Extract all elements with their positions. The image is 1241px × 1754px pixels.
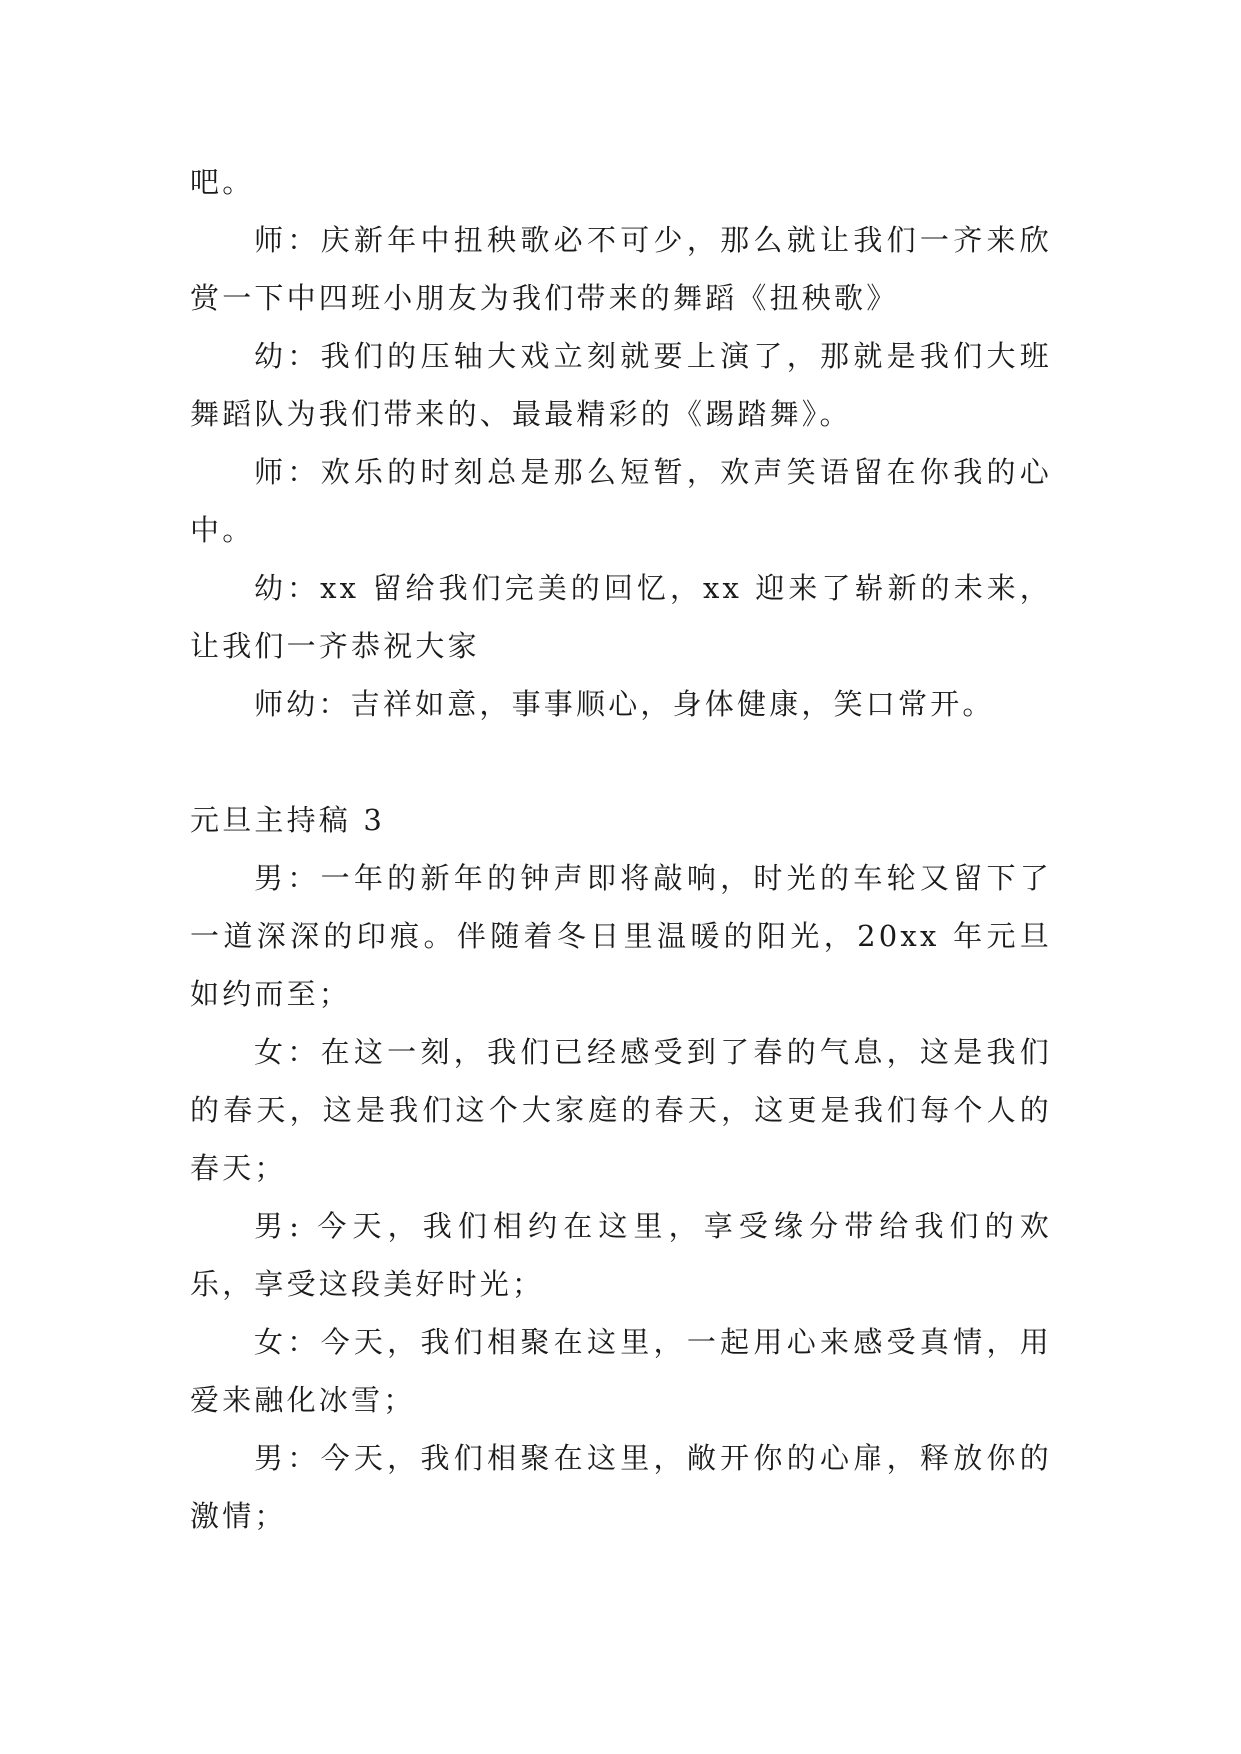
paragraph: 女：在这一刻，我们已经感受到了春的气息，这是我们的春天，这是我们这个大家庭的春天，这更是我们每个人的春天； [190, 1035, 1052, 1185]
paragraph: 男: 今天，我们相约在这里，享受缘分带给我们的欢乐，享受这段美好时光； [190, 1209, 1052, 1301]
paragraph: 师：庆新年中扭秧歌必不可少，那么就让我们一齐来欣赏一下中四班小朋友为我们带来的舞蹈《扭秧歌》 [190, 223, 1052, 315]
paragraph: 男：今天，我们相聚在这里，敞开你的心扉，释放你的激情； [190, 1441, 1052, 1533]
paragraph: 师幼：吉祥如意，事事顺心，身体健康，笑口常开。 [254, 687, 995, 721]
paragraph: 师：欢乐的时刻总是那么短暂，欢声笑语留在你我的心中。 [190, 455, 1052, 547]
paragraph: 幼：xx 留给我们完美的回忆，xx 迎来了崭新的未来，让我们一齐恭祝大家 [190, 571, 1052, 663]
paragraph: 吧。 [190, 165, 255, 199]
paragraph: 幼：我们的压轴大戏立刻就要上演了，那就是我们大班舞蹈队为我们带来的、最最精彩的《踢踏舞》。 [190, 339, 1052, 431]
paragraph: 男：一年的新年的钟声即将敲响，时光的车轮又留下了一道深深的印痕。伴随着冬日里温暖的阳光，20xx 年元旦如约而至； [190, 861, 1052, 1011]
paragraph: 女：今天，我们相聚在这里，一起用心来感受真情，用爱来融化冰雪； [190, 1325, 1052, 1417]
section-title: 元旦主持稿 3 [190, 803, 386, 837]
section-gap [190, 733, 1052, 791]
document-body [190, 153, 1052, 1545]
